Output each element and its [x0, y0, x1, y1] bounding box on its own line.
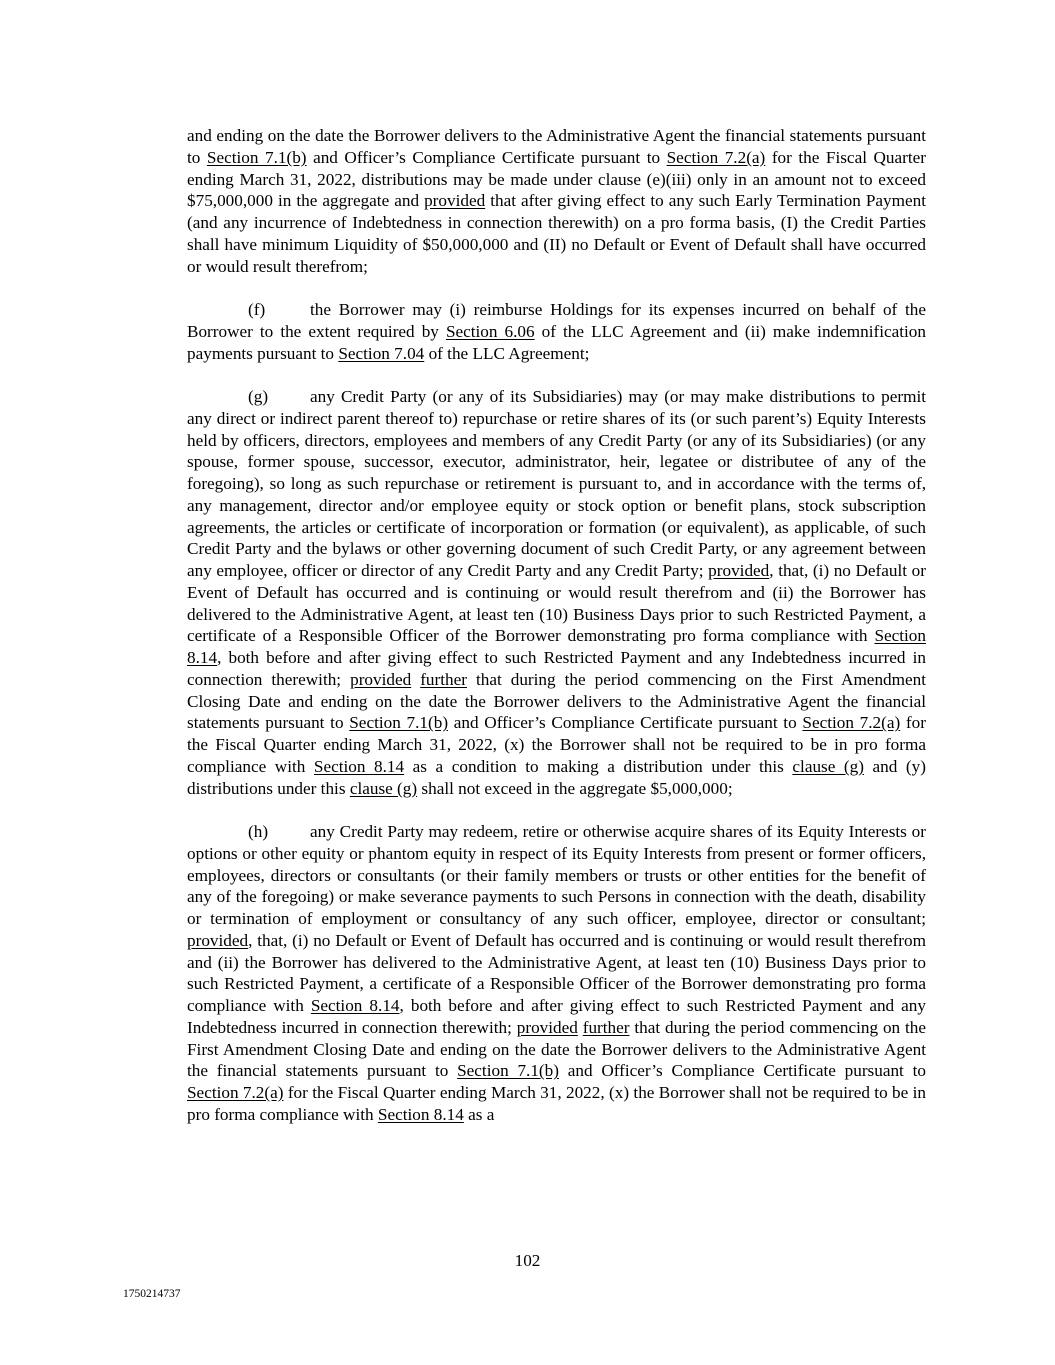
cross-reference: Section 7.1(b) — [349, 713, 449, 733]
cross-reference: clause (g) — [349, 778, 418, 798]
paragraph-continuation — [187, 125, 926, 277]
cross-reference: Section 8.14 — [187, 626, 926, 667]
body-text: as a condition to making a distribution under this — [404, 756, 793, 776]
body-text: and Officer’s Compliance Certificate pursuant to — [558, 1061, 926, 1081]
body-text: as a — [463, 1104, 495, 1124]
paragraph-clause-g — [187, 386, 926, 799]
cross-reference: Section 6.06 — [445, 321, 535, 341]
cross-reference: Section 7.04 — [338, 343, 425, 363]
body-text: any Credit Party may redeem, retire or otherwise acquire shares of its Equity Interests or options or other equity or phantom equity in respect of its Equity Interests from present or former officers, employees, directors or consultants (or their family members or trusts or other entities for the benefit of any of the foregoing) or make severance payments to such Persons in connection with the death, disability or termination of employment or consultancy of any such officer, employee, director or consultant; — [187, 822, 926, 928]
cross-reference: clause (g) — [792, 756, 864, 776]
body-text — [411, 670, 420, 689]
clause-label: (f) — [248, 300, 266, 319]
body-text: that during the period commencing on the First Amendment Closing Date and ending on the date the Borrower delivers to the Administrative Agent the financial statements pursuant to — [187, 1017, 927, 1081]
body-text: and (y) distributions under this — [187, 756, 926, 798]
body-text: that during the period commencing on the First Amendment Closing Date and ending on the date the Borrower delivers to the Administrative Agent the financial statements pursuant to — [187, 669, 926, 733]
cross-reference: Section 7.1(b) — [457, 1061, 559, 1081]
cross-reference: further — [582, 1017, 630, 1037]
body-text: for the Fiscal Quarter ending March 31, 2022, distributions may be made under clause (e)(iii) only in an amount not to exceed $75,000,000 in the aggregate and — [187, 147, 926, 211]
body-text: the Borrower may (i) reimburse Holdings for its expenses incurred on behalf of the Borrower to the extent required by — [187, 300, 926, 341]
cross-reference: further — [420, 669, 467, 689]
body-text: and Officer’s Compliance Certificate pursuant to — [306, 147, 667, 167]
body-text: , that, (i) no Default or Event of Default has occurred and is continuing or would result therefrom and (ii) the Borrower has delivered to the Administrative Agent, at least ten (10) Business Days prior to such Restricted Payment, a certificate of a Responsible Officer of the Borrower demonstrating pro forma compliance with — [187, 561, 926, 646]
clause-label: (h) — [248, 822, 269, 841]
body-text: and Officer’s Compliance Certificate pursuant to — [448, 713, 803, 733]
paragraph-clause-h — [187, 821, 926, 1126]
cross-reference: provided — [516, 1017, 578, 1037]
cross-reference: Section 7.1(b) — [206, 147, 307, 167]
cross-reference: provided — [708, 561, 770, 580]
document-body — [187, 125, 926, 1147]
cross-reference: provided — [187, 930, 249, 950]
body-text: shall not exceed in the aggregate $5,000,000; — [417, 778, 733, 798]
cross-reference: provided — [350, 669, 412, 689]
body-text: any Credit Party (or any of its Subsidiaries) may (or may make distributions to permit any direct or indirect parent thereof to) repurchase or retire shares of its (or such parent’s) Equity Interests held by officers, directors, employees and members of any Credit Party (or any of its Subsidiaries) (or any spouse, former spouse, successor, executor, administrator, heir, legatee or distributee of any of the foregoing), so long as such repurchase or retirement is pursuant to, and in accordance with the terms of, any management, director and/or employee equity or stock option or benefit plans, stock subscription agreements, the articles or certificate of incorporation or formation (or equivalent), as applicable, of such Credit Party and the bylaws or other governing document of such Credit Party, or any agreement between any employee, officer or director of any Credit Party and any Credit Party; — [187, 387, 926, 580]
cross-reference: Section 8.14 — [377, 1104, 464, 1124]
cross-reference: Section 7.2(a) — [802, 713, 901, 733]
cross-reference: provided — [424, 191, 486, 211]
body-text: , both before and after giving effect to such Restricted Payment and any Indebtedness incurred in connection therewith; — [187, 648, 926, 689]
document-id: 1750214737 — [123, 1288, 181, 1300]
page-number: 102 — [514, 1251, 541, 1270]
body-text: , that, (i) no Default or Event of Default has occurred and is continuing or would result therefrom and (ii) the Borrower has delivered to the Administrative Agent, at least ten (10) Business Days prior to such Restricted Payment, a certificate of a Responsible Officer of the Borrower demonstrating pro forma compliance with — [187, 930, 926, 1015]
body-text: of the LLC Agreement and (ii) make indemnification payments pursuant to — [187, 321, 926, 363]
body-text: for the Fiscal Quarter ending March 31, 2022, (x) the Borrower shall not be required to be in pro forma compliance with — [187, 1083, 926, 1124]
clause-label: (g) — [248, 387, 269, 406]
paragraph-clause-f — [187, 299, 926, 364]
body-text: , both before and after giving effect to such Restricted Payment and any Indebtedness incurred in connection therewith; — [187, 996, 926, 1037]
body-text: that after giving effect to any such Early Termination Payment (and any incurrence of Indebtedness in connection therewith) on a pro forma basis, (I) the Credit Parties shall have minimum Liquidity of $50,000,000 and (II) no Default or Event of Default shall have occurred or would result therefrom; — [187, 191, 926, 276]
cross-reference: Section 8.14 — [310, 996, 400, 1015]
cross-reference: Section 8.14 — [313, 756, 405, 776]
cross-reference: Section 7.2(a) — [666, 147, 766, 167]
body-text: and ending on the date the Borrower delivers to the Administrative Agent the financial statements pursuant to — [187, 126, 926, 167]
cross-reference: Section 7.2(a) — [187, 1083, 284, 1102]
body-text: of the LLC Agreement; — [424, 343, 590, 363]
body-text: for the Fiscal Quarter ending March 31, 2022, (x) the Borrower shall not be required to be in pro forma compliance with — [187, 713, 926, 776]
